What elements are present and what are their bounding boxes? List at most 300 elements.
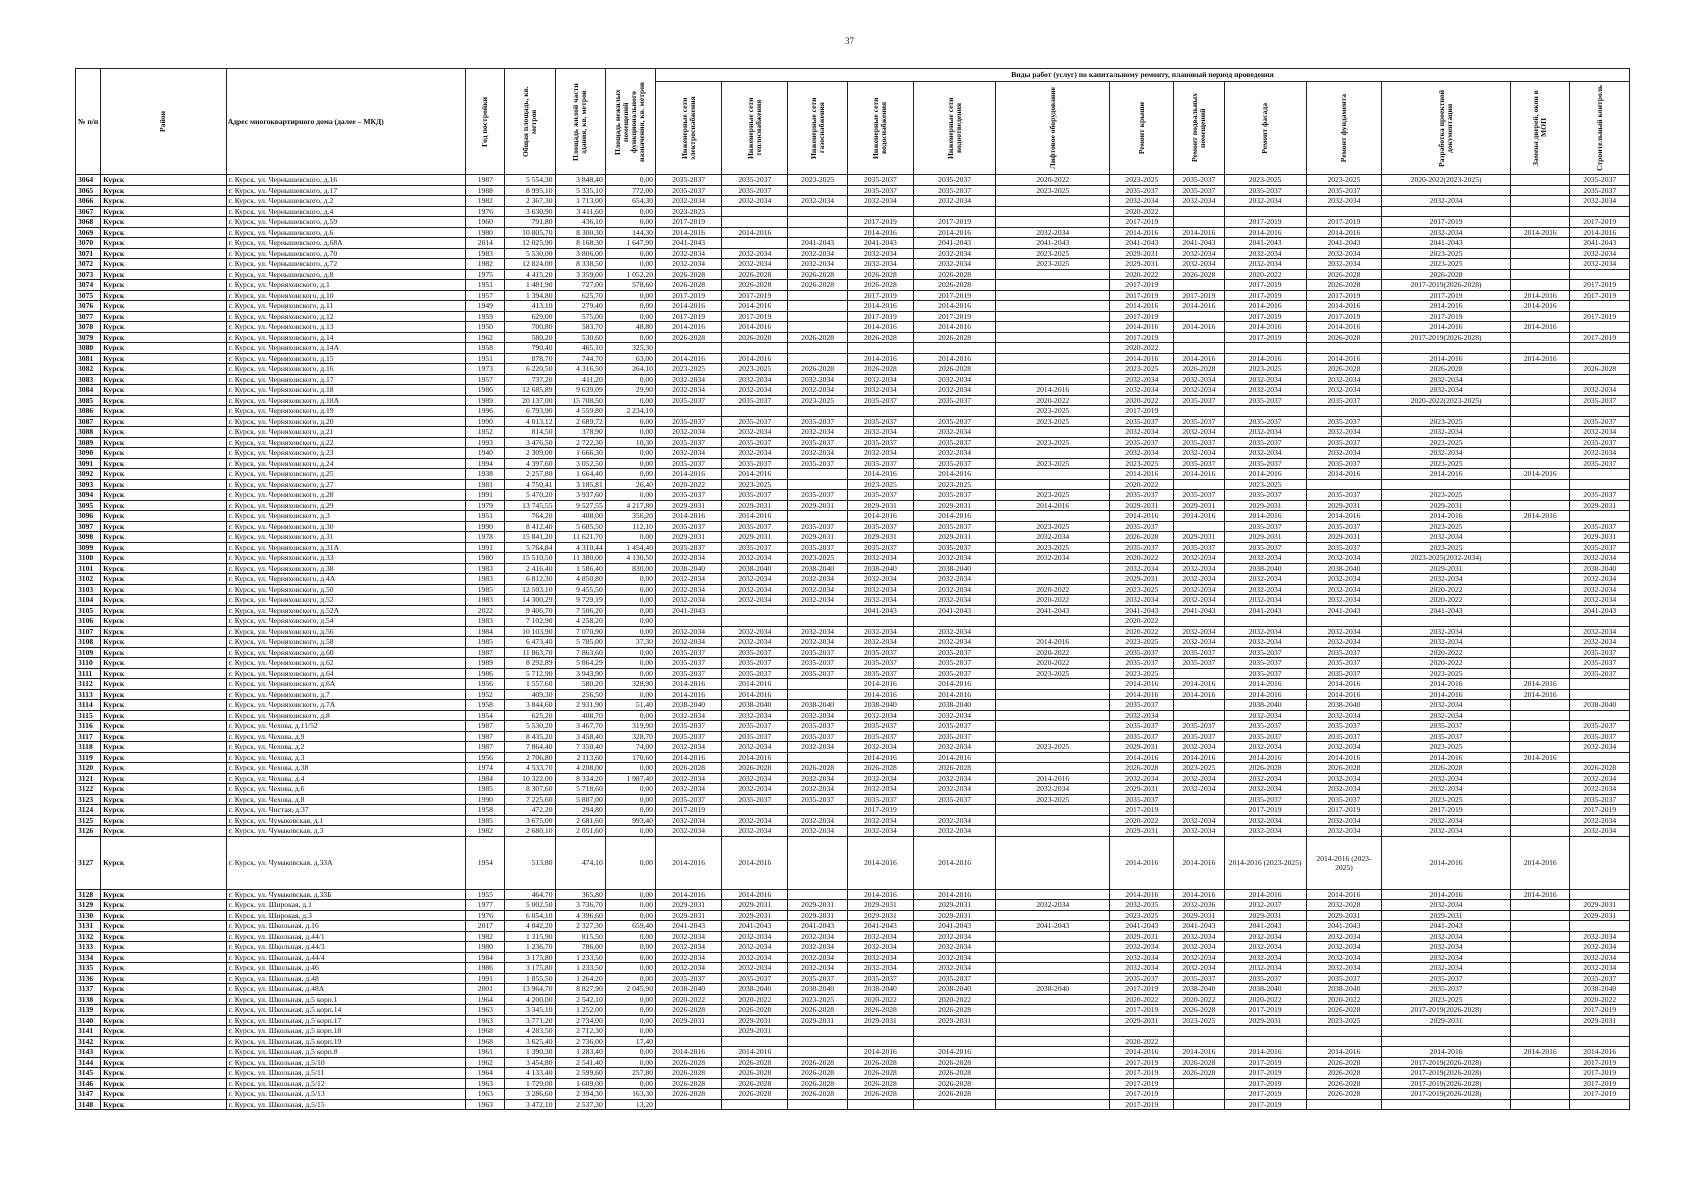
table-cell [1570, 406, 1630, 417]
table-cell: 1981 [466, 479, 505, 490]
table-cell: 2014-2016 [1511, 752, 1570, 763]
table-cell: 2035-2037 [1306, 437, 1381, 448]
table-cell: 2014-2016 [655, 322, 721, 333]
table-cell: 2032-2034 [655, 942, 721, 953]
table-cell: 625,70 [555, 290, 605, 301]
table-cell [914, 1099, 996, 1110]
table-cell: г. Курск, ул. Чернышевского, д.6 [226, 227, 466, 238]
table-cell: 2032-2034 [1306, 374, 1381, 385]
table-row [76, 248, 1630, 259]
table-cell: 2032-2034 [1570, 196, 1630, 207]
table-cell: 575,00 [555, 311, 605, 322]
table-cell: 2035-2037 [847, 458, 913, 469]
table-cell: 2014-2016 [1382, 322, 1511, 333]
table-cell [847, 206, 913, 217]
table-cell: 2035-2037 [1224, 521, 1306, 532]
table-cell: 2038-2040 [1224, 700, 1306, 711]
table-cell [1511, 900, 1570, 911]
table-row [76, 742, 1630, 753]
table-cell: 3148 [76, 1099, 101, 1110]
table-cell: 2029-2031 [1570, 910, 1630, 921]
table-cell [996, 721, 1110, 732]
table-cell: 2014-2016 [1110, 227, 1174, 238]
table-cell: 2038-2040 [1306, 984, 1381, 995]
table-cell: 2026-2028 [655, 269, 721, 280]
table-row [76, 658, 1630, 669]
table-cell: 11 380,00 [555, 553, 605, 564]
table-cell: Курск [101, 385, 227, 396]
table-cell: 2014-2016 [1382, 836, 1511, 889]
table-cell: 2026-2028 [847, 1078, 913, 1089]
table-cell: 1 236,70 [505, 942, 555, 953]
table-row [76, 679, 1630, 690]
table-cell: 2014-2016 [996, 637, 1110, 648]
table-cell [996, 973, 1110, 984]
table-cell: 2032-2034 [1306, 963, 1381, 974]
table-cell [996, 1078, 1110, 1089]
table-cell: 2029-2031 [914, 1015, 996, 1026]
table-cell: 2035-2037 [1570, 175, 1630, 186]
table-cell: 0,00 [605, 1015, 655, 1026]
table-cell: 3 848,40 [555, 175, 605, 186]
table-cell: 2032-2034 [914, 815, 996, 826]
table-cell [1511, 521, 1570, 532]
table-cell: 3076 [76, 301, 101, 312]
table-cell: 26,40 [605, 479, 655, 490]
table-cell: 2032-2034 [847, 196, 913, 207]
table-cell [1174, 700, 1224, 711]
table-cell: 2014-2016 [1174, 1047, 1224, 1058]
table-cell: 0,00 [605, 910, 655, 921]
table-cell [996, 1068, 1110, 1079]
table-cell: 163,30 [605, 1089, 655, 1100]
table-cell: 0,00 [605, 658, 655, 669]
table-cell: 2014-2016 [914, 752, 996, 763]
table-cell: 2017-2019 [1382, 311, 1511, 322]
table-cell: 2038-2040 [1306, 700, 1381, 711]
table-cell [722, 616, 788, 627]
table-cell: 2029-2031 [1110, 826, 1174, 837]
table-cell: Курск [101, 542, 227, 553]
table-cell: 2026-2028 [847, 763, 913, 774]
table-cell: 2014-2016 [722, 836, 788, 889]
table-cell [1511, 574, 1570, 585]
table-cell: 2041-2043 [1382, 238, 1511, 249]
table-cell: 530,60 [555, 332, 605, 343]
table-cell: 2029-2031 [914, 900, 996, 911]
table-cell: 2014-2016 [847, 752, 913, 763]
table-cell: 2041-2043 [1570, 238, 1630, 249]
table-cell: 2014-2016 [1511, 679, 1570, 690]
table-cell: 2035-2037 [1306, 395, 1381, 406]
table-cell: 2032-2034 [722, 826, 788, 837]
table-row [76, 542, 1630, 553]
table-cell: 2023-2025 [1382, 794, 1511, 805]
table-cell: 2038-2040 [847, 563, 913, 574]
table-cell [1570, 689, 1630, 700]
table-cell: 1960 [466, 217, 505, 228]
table-cell: 2032-2034 [722, 931, 788, 942]
table-cell: 2017-2019 [1570, 290, 1630, 301]
table-cell: 3090 [76, 448, 101, 459]
table-cell: 1984 [466, 626, 505, 637]
table-cell: 2026-2028 [788, 1078, 847, 1089]
table-cell: 2026-2028 [847, 1057, 913, 1068]
table-cell: 2017-2019 [1110, 406, 1174, 417]
table-cell: 3116 [76, 721, 101, 732]
table-cell: 2017-2019 [1570, 1057, 1630, 1068]
table-cell: 2032-2034 [1110, 942, 1174, 953]
table-cell: 2014-2016 [1306, 322, 1381, 333]
table-cell: г. Курск, ул. Школьная, д.5 корп.18 [226, 1026, 466, 1037]
table-cell: 2035-2037 [1570, 731, 1630, 742]
table-cell: 2035-2037 [1174, 731, 1224, 742]
table-cell [788, 889, 847, 900]
table-cell: 2026-2028 [914, 1068, 996, 1079]
table-row [76, 605, 1630, 616]
table-cell: 2 541,40 [555, 1057, 605, 1068]
table-cell: 2035-2037 [1174, 437, 1224, 448]
table-cell: 2035-2037 [914, 458, 996, 469]
table-cell: 0,00 [605, 427, 655, 438]
table-cell: 2014-2016 [1511, 1047, 1570, 1058]
table-cell: 3073 [76, 269, 101, 280]
table-cell: 2026-2028 [914, 1078, 996, 1089]
table-cell: 2035-2037 [1224, 437, 1306, 448]
table-cell: 2014-2016 (2023-2025) [1306, 836, 1381, 889]
table-cell: 2026-2028 [914, 332, 996, 343]
table-cell: 2017-2019 [1110, 1078, 1174, 1089]
table-row [76, 836, 1630, 889]
table-cell [722, 406, 788, 417]
table-cell: 2014-2016 [1174, 469, 1224, 480]
table-cell: 1990 [466, 521, 505, 532]
table-cell: Курск [101, 374, 227, 385]
table-cell: 2032-2034 [847, 710, 913, 721]
table-cell [1570, 616, 1630, 627]
table-cell: Курск [101, 763, 227, 774]
table-cell: 2014-2016 [1174, 889, 1224, 900]
table-cell: 2032-2034 [1174, 626, 1224, 637]
table-cell: 2014-2016 [914, 1047, 996, 1058]
table-cell [1570, 511, 1630, 522]
table-cell: 112,10 [605, 521, 655, 532]
table-cell: 2032-2034 [788, 374, 847, 385]
table-cell: 2026-2028 [788, 1068, 847, 1079]
table-cell: 2035-2037 [788, 658, 847, 669]
table-cell: 2035-2037 [847, 668, 913, 679]
table-cell: 3094 [76, 490, 101, 501]
table-row [76, 942, 1630, 953]
table-cell: 2017-2019 [1382, 805, 1511, 816]
table-cell: 2032-2034 [1174, 931, 1224, 942]
table-cell: 2032-2034 [1174, 826, 1224, 837]
table-cell: 1938 [466, 469, 505, 480]
table-cell: г. Курск, ул. Школьная, д.5 корп.17 [226, 1015, 466, 1026]
table-cell: 3146 [76, 1078, 101, 1089]
table-cell: 2035-2037 [655, 794, 721, 805]
table-cell: 2014-2016 [1306, 301, 1381, 312]
table-cell: 2014-2016 [1174, 322, 1224, 333]
table-row [76, 427, 1630, 438]
table-cell: 2041-2043 [996, 238, 1110, 249]
table-cell: 2020-2022 [996, 395, 1110, 406]
table-cell: 2029-2031 [1174, 910, 1224, 921]
table-cell [996, 353, 1110, 364]
table-cell: 2032-2034 [914, 942, 996, 953]
table-cell: 3147 [76, 1089, 101, 1100]
table-row [76, 616, 1630, 627]
table-row [76, 626, 1630, 637]
table-cell: 1983 [466, 248, 505, 259]
table-cell: 2041-2043 [847, 605, 913, 616]
table-cell: 2032-2034 [1174, 963, 1224, 974]
table-cell: 4 258,20 [555, 616, 605, 627]
table-cell: 0,00 [605, 206, 655, 217]
table-cell: 2014-2016 [1382, 469, 1511, 480]
table-cell: 2020-2022 [1110, 815, 1174, 826]
table-cell: 13 745,55 [505, 500, 555, 511]
table-cell [788, 689, 847, 700]
table-cell: 2014-2016 [655, 511, 721, 522]
table-cell [1511, 973, 1570, 984]
table-cell: 2017-2019 [1110, 280, 1174, 291]
table-row [76, 963, 1630, 974]
table-cell: 0,00 [605, 574, 655, 585]
table-cell: 2032-2034 [1224, 815, 1306, 826]
table-cell: 1961 [466, 1047, 505, 1058]
table-cell: 2035-2037 [1174, 490, 1224, 501]
table-cell: 3068 [76, 217, 101, 228]
table-cell: 3089 [76, 437, 101, 448]
table-cell: 4 310,44 [555, 542, 605, 553]
table-row [76, 416, 1630, 427]
table-cell: 2014-2016 [914, 469, 996, 480]
table-cell: 2017-2019 [1224, 1068, 1306, 1079]
table-cell: 2023-2025 [996, 437, 1110, 448]
table-cell: 2032-2034 [1306, 931, 1381, 942]
table-cell: 2032-2034 [1570, 815, 1630, 826]
table-cell: 2017-2019 [914, 290, 996, 301]
table-cell: 2035-2037 [1382, 973, 1511, 984]
table-cell: 3097 [76, 521, 101, 532]
table-cell: г. Курск, ул. Школьная, д.48 [226, 973, 466, 984]
table-cell: 409,30 [505, 689, 555, 700]
table-cell: 2032-2034 [996, 784, 1110, 795]
table-cell: 2014-2016 [996, 500, 1110, 511]
table-cell: 0,00 [605, 952, 655, 963]
table-cell: 2026-2028 [1306, 1089, 1381, 1100]
table-cell: 3 476,50 [505, 437, 555, 448]
table-cell [996, 1026, 1110, 1037]
table-cell: Курск [101, 175, 227, 186]
table-cell: 2032-2034 [847, 448, 913, 459]
table-cell: 2023-2025 [996, 490, 1110, 501]
table-cell: 625,20 [505, 710, 555, 721]
table-cell: Курск [101, 532, 227, 543]
table-cell: 2017-2019 [1306, 311, 1381, 322]
table-cell: 2038-2040 [914, 563, 996, 574]
table-cell: Курск [101, 1068, 227, 1079]
table-cell: 2017-2019 [1224, 1005, 1306, 1016]
table-cell: 2035-2037 [722, 731, 788, 742]
col-header: Лифтовое оборудование [996, 82, 1110, 175]
table-cell: 2032-2034 [914, 259, 996, 270]
table-cell [655, 1036, 721, 1047]
table-cell: 3115 [76, 710, 101, 721]
table-cell: 3122 [76, 784, 101, 795]
table-cell: 0,00 [605, 836, 655, 889]
table-cell: 2014-2016 [847, 679, 913, 690]
table-cell: 2026-2028 [1224, 763, 1306, 774]
table-cell: 1951 [466, 353, 505, 364]
table-cell: 2032-2034 [655, 427, 721, 438]
table-row [76, 1089, 1630, 1100]
table-cell: 2032-2034 [655, 931, 721, 942]
table-cell: 9 527,55 [555, 500, 605, 511]
table-cell: 2035-2037 [1174, 395, 1224, 406]
table-cell: 2032-2034 [1382, 826, 1511, 837]
table-cell: 2029-2031 [722, 1026, 788, 1037]
table-cell: 2026-2028 [1174, 364, 1224, 375]
table-row [76, 910, 1630, 921]
table-cell: 3 175,80 [505, 952, 555, 963]
table-cell: 2023-2025 [1110, 910, 1174, 921]
table-row [76, 1099, 1630, 1110]
table-cell: 2026-2028 [914, 1089, 996, 1100]
table-cell [1511, 931, 1570, 942]
table-cell [1511, 427, 1570, 438]
table-cell: 2032-2034 [788, 784, 847, 795]
table-cell: 2032-2034 [788, 742, 847, 753]
table-cell: 2 681,60 [555, 815, 605, 826]
table-cell: 2014-2016 [722, 469, 788, 480]
table-cell: г. Курск, ул. Чумаковская, д.3 [226, 826, 466, 837]
table-cell: 2032-2034 [788, 584, 847, 595]
table-cell: 2023-2025 [1110, 458, 1174, 469]
table-cell: 2032-2034 [1224, 952, 1306, 963]
table-cell: 2017-2019 [914, 311, 996, 322]
table-cell: 1 233,50 [555, 952, 605, 963]
table-cell: 2017-2019(2026-2028) [1382, 1068, 1511, 1079]
table-cell: 3106 [76, 616, 101, 627]
table-cell: 2035-2037 [1306, 794, 1381, 805]
table-cell: г. Курск, ул. Школьная, д.5/11 [226, 1068, 466, 1079]
table-cell [1174, 1026, 1224, 1037]
table-cell: 2020-2022 [1110, 553, 1174, 564]
table-cell: 2032-2034 [722, 784, 788, 795]
table-cell: 2035-2037 [1174, 458, 1224, 469]
table-cell: 5 530,20 [505, 721, 555, 732]
table-cell: 2017-2019 [1110, 1089, 1174, 1100]
table-cell: 378,90 [555, 427, 605, 438]
table-cell: 2032-2034 [1174, 574, 1224, 585]
table-cell [788, 752, 847, 763]
table-cell: 2035-2037 [1110, 973, 1174, 984]
table-cell: 2023-2025 [1382, 259, 1511, 270]
table-cell: 2032-2028 [1306, 900, 1381, 911]
table-cell: г. Курск, ул. Черняховского, д.16 [226, 364, 466, 375]
table-cell: 2032-2034 [655, 574, 721, 585]
table-cell: 764,20 [505, 511, 555, 522]
table-cell: 2032-2034 [1570, 942, 1630, 953]
table-row [76, 500, 1630, 511]
table-cell: 2032-2034 [1174, 595, 1224, 606]
table-cell: 2 734,00 [555, 1015, 605, 1026]
table-cell: 2029-2031 [1570, 1015, 1630, 1026]
table-cell: 2029-2031 [847, 900, 913, 911]
table-cell: 2032-2034 [1382, 427, 1511, 438]
table-cell: 3070 [76, 238, 101, 249]
table-cell [1306, 1036, 1381, 1047]
table-cell [1224, 616, 1306, 627]
table-cell: 2 416,40 [505, 563, 555, 574]
table-cell [1174, 1099, 1224, 1110]
table-cell: 0,00 [605, 931, 655, 942]
table-cell: 2 599,60 [555, 1068, 605, 1079]
table-cell: 2026-2028 [655, 763, 721, 774]
table-cell: 1980 [466, 942, 505, 953]
table-cell [1511, 700, 1570, 711]
table-cell: 1 987,40 [605, 773, 655, 784]
table-cell: 2035-2037 [1174, 542, 1224, 553]
table-cell: 3 736,70 [555, 900, 605, 911]
table-cell: 3144 [76, 1057, 101, 1068]
table-cell: 2032-2034 [1306, 626, 1381, 637]
table-cell: 2014-2016 [1110, 752, 1174, 763]
table-cell: 2035-2037 [655, 542, 721, 553]
table-cell: 0,00 [605, 1057, 655, 1068]
table-cell [1511, 553, 1570, 564]
table-cell: 3078 [76, 322, 101, 333]
table-cell: 2020-2022 [1224, 269, 1306, 280]
table-cell [1511, 1099, 1570, 1110]
table-cell: 2014-2016 [1224, 752, 1306, 763]
table-cell: 2035-2037 [655, 668, 721, 679]
table-cell: 2032-2034 [1382, 637, 1511, 648]
table-cell: 4 396,60 [555, 910, 605, 921]
table-cell: 2035-2037 [788, 721, 847, 732]
table-cell [996, 1089, 1110, 1100]
table-cell: 3 472,10 [505, 1099, 555, 1110]
table-cell: г. Курск, ул. Черняховского, д.24 [226, 458, 466, 469]
table-cell: 2017-2019 [1382, 290, 1511, 301]
table-cell: 2032-2034 [996, 553, 1110, 564]
table-cell: 2032-2034 [788, 963, 847, 974]
table-cell: 2032-2034 [722, 595, 788, 606]
table-cell: 3093 [76, 479, 101, 490]
table-cell: 2035-2037 [1110, 794, 1174, 805]
table-cell: г. Курск, ул. Чехова, д.8 [226, 794, 466, 805]
table-row [76, 521, 1630, 532]
table-cell: 2017-2019 [1110, 805, 1174, 816]
table-cell: г. Курск, ул. Чумаковская, д.33А [226, 836, 466, 889]
col-header: Ремонт фундамента [1306, 82, 1381, 175]
table-cell: 2026-2028 [1174, 1057, 1224, 1068]
table-cell: 2035-2037 [1110, 185, 1174, 196]
table-cell: 2020-2022 [1110, 994, 1174, 1005]
table-cell: 3069 [76, 227, 101, 238]
table-cell [996, 805, 1110, 816]
table-cell: 1 647,90 [605, 238, 655, 249]
table-cell: Курск [101, 952, 227, 963]
table-cell: 2026-2028 [788, 364, 847, 375]
table-cell: 2029-2031 [1382, 1015, 1511, 1026]
table-cell: 2032-2034 [1570, 931, 1630, 942]
table-cell: 1 666,30 [555, 448, 605, 459]
table-cell: Курск [101, 784, 227, 795]
table-cell: 3111 [76, 668, 101, 679]
